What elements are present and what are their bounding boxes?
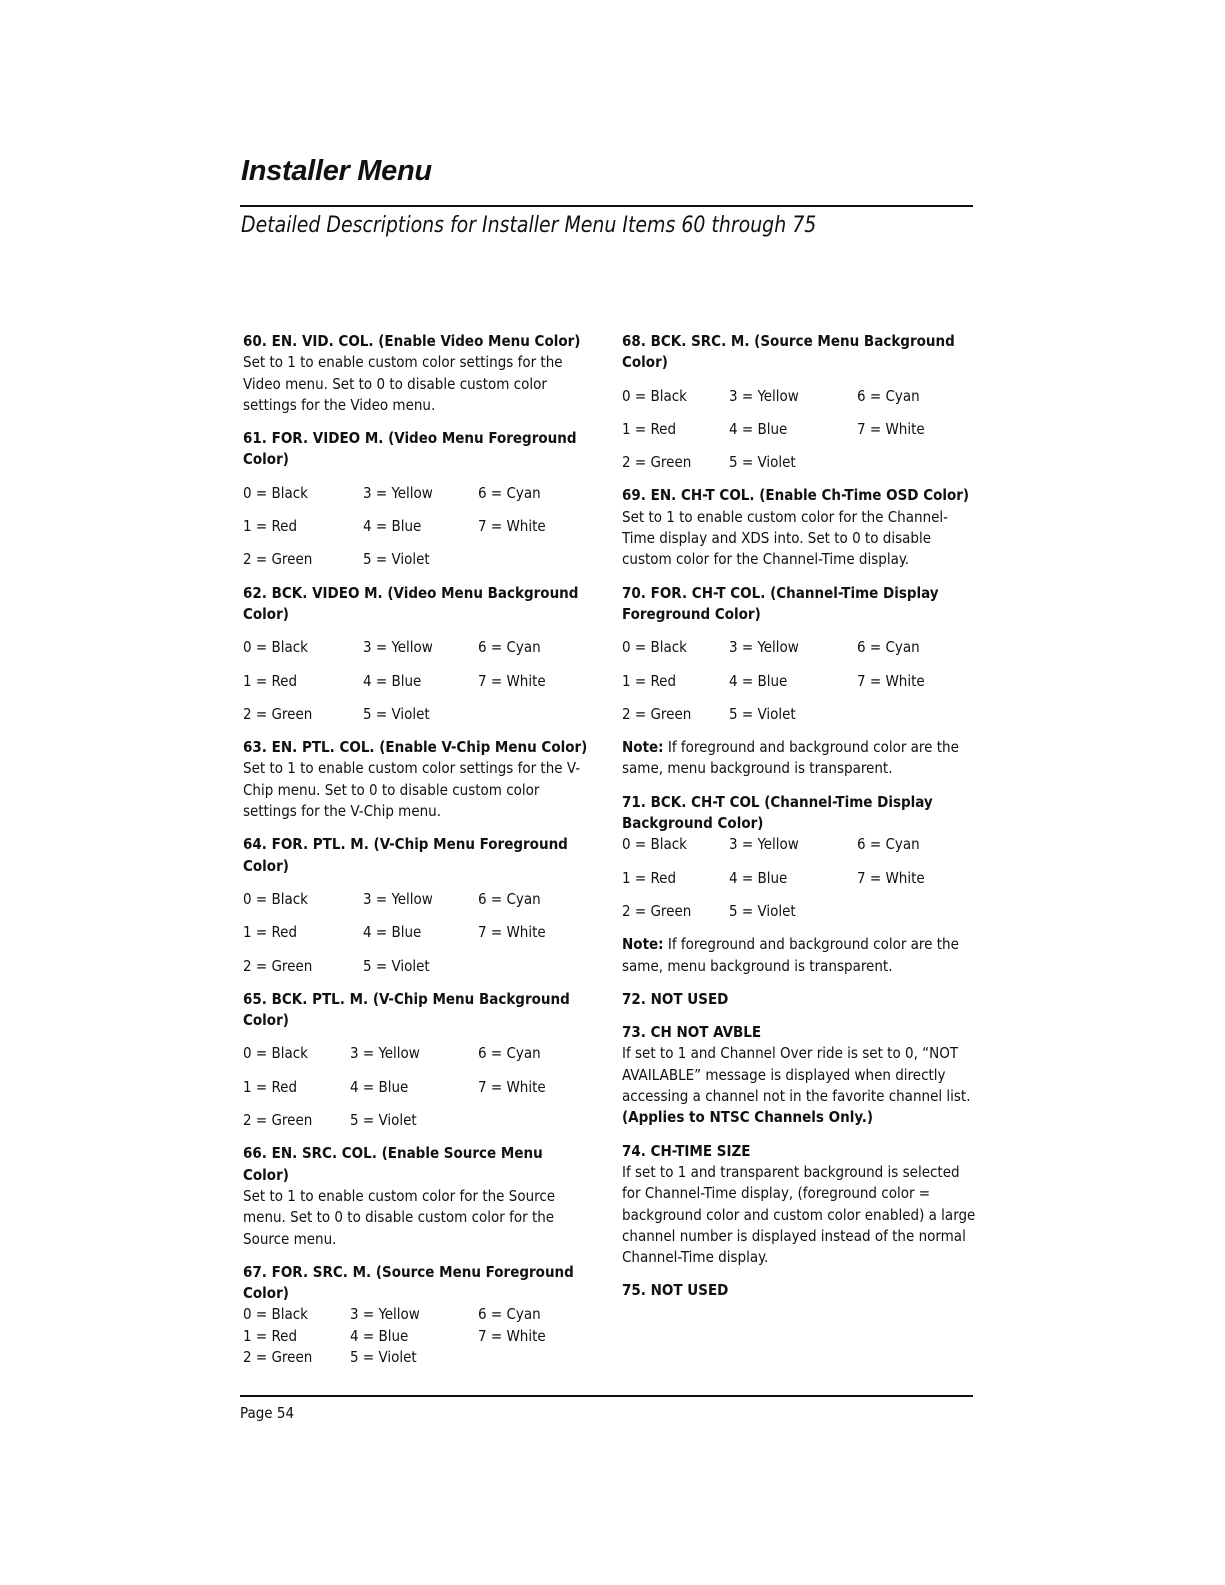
color-code-table <box>243 1043 593 1131</box>
item-description: If set to 1 and transparent background is selected for Channel-Time display, (foreground color = background color and custom color enabled) a large channel number is displayed instead of the normal Channel-Time display. <box>622 1162 976 1267</box>
item-heading: 67. FOR. SRC. M. (Source Menu Foreground Color) <box>243 1262 574 1303</box>
item-heading: 72. NOT USED <box>622 989 729 1008</box>
color-code: 0 = Black <box>622 386 687 405</box>
color-code: 7 = White <box>478 1326 546 1345</box>
color-code-table <box>622 386 977 474</box>
item-heading: 63. EN. PTL. COL. (Enable V-Chip Menu Color) <box>243 738 588 757</box>
color-code <box>478 1110 578 1131</box>
item-note <box>622 934 977 977</box>
item-70 <box>622 583 977 780</box>
color-code: 1 = Red <box>622 671 677 690</box>
color-code: 5 = Violet <box>350 1111 417 1130</box>
color-code-table <box>622 637 977 725</box>
color-code: 3 = Yellow <box>350 1305 420 1324</box>
color-code: 3 = Yellow <box>363 483 433 502</box>
color-code: 1 = Red <box>622 419 677 438</box>
color-code <box>478 704 578 725</box>
color-code: 0 = Black <box>243 1305 308 1324</box>
color-code: 7 = White <box>857 868 925 887</box>
color-code: 2 = Green <box>243 1111 313 1130</box>
color-code: 5 = Violet <box>363 550 430 569</box>
item-74 <box>622 1141 977 1269</box>
item-heading: 64. FOR. PTL. M. (V-Chip Menu Foreground Color) <box>243 835 568 875</box>
color-code: 4 = Blue <box>350 1326 409 1345</box>
item-description <box>622 1043 977 1128</box>
color-code: 3 = Yellow <box>363 638 433 657</box>
note-text: If foreground and background color are the same, menu background is transparent. <box>622 738 959 778</box>
item-heading: 68. BCK. SRC. M. (Source Menu Background Color) <box>622 332 955 372</box>
note-text: If foreground and background color are the same, menu background is transparent. <box>622 935 959 975</box>
item-69 <box>622 485 977 570</box>
item-65 <box>243 989 593 1131</box>
item-62 <box>243 583 593 725</box>
item-heading: 70. FOR. CH-T COL. (Channel-Time Display Foreground Color) <box>622 583 939 623</box>
color-code: 7 = White <box>478 923 546 942</box>
item-heading: 66. EN. SRC. COL. (Enable Source Menu Color) <box>243 1144 543 1184</box>
color-code: 2 = Green <box>622 901 692 920</box>
page-subtitle: Detailed Descriptions for Installer Menu Items 60 through 75 <box>241 213 817 238</box>
note-label: Note: <box>622 738 664 757</box>
note-label: Note: <box>622 935 664 954</box>
item-71 <box>622 792 977 977</box>
item-heading: 75. NOT USED <box>622 1281 729 1300</box>
item-heading: 62. BCK. VIDEO M. (Video Menu Background Color) <box>243 583 579 623</box>
color-code: 6 = Cyan <box>478 483 541 502</box>
color-code <box>857 452 957 473</box>
ntsc-only-note: (Applies to NTSC Channels Only.) <box>622 1108 874 1127</box>
item-63 <box>243 737 593 822</box>
color-code: 4 = Blue <box>350 1077 409 1096</box>
color-code: 1 = Red <box>243 1326 298 1345</box>
left-column <box>243 331 593 1380</box>
color-code: 3 = Yellow <box>363 889 433 908</box>
color-code: 0 = Black <box>243 638 308 657</box>
item-60 <box>243 331 593 416</box>
color-code: 5 = Violet <box>350 1347 417 1366</box>
item-description: Set to 1 to enable custom color for the Source menu. Set to 0 to disable custom color for the Source menu. <box>243 1186 556 1248</box>
color-code: 6 = Cyan <box>478 638 541 657</box>
color-code: 7 = White <box>478 671 546 690</box>
color-code: 7 = White <box>857 671 925 690</box>
color-code: 5 = Violet <box>363 956 430 975</box>
item-73 <box>622 1022 977 1128</box>
color-code: 2 = Green <box>622 453 692 472</box>
color-code: 4 = Blue <box>729 868 788 887</box>
item-68 <box>622 331 977 473</box>
item-75 <box>622 1280 977 1301</box>
item-heading: 65. BCK. PTL. M. (V-Chip Menu Background Color) <box>243 989 570 1030</box>
color-code: 3 = Yellow <box>350 1044 420 1063</box>
item-description: Set to 1 to enable custom color settings for the V-Chip menu. Set to 0 to disable custom color settings for the V-Chip menu. <box>243 759 581 821</box>
item-heading: 69. EN. CH-T COL. (Enable Ch-Time OSD Color) <box>622 486 970 505</box>
color-code: 0 = Black <box>243 1044 308 1063</box>
color-code: 3 = Yellow <box>729 386 799 405</box>
color-code: 4 = Blue <box>729 419 788 438</box>
color-code-table <box>243 637 593 725</box>
color-code: 2 = Green <box>243 1347 313 1366</box>
description-text: If set to 1 and Channel Over ride is set to 0, “NOT AVAILABLE” message is displayed when directly accessing a channel not in the favorite channel list. <box>622 1044 971 1106</box>
color-code: 2 = Green <box>243 956 313 975</box>
right-column <box>622 331 977 1314</box>
color-code: 2 = Green <box>243 550 313 569</box>
color-code: 1 = Red <box>243 1077 298 1096</box>
color-code: 6 = Cyan <box>478 889 541 908</box>
color-code: 0 = Black <box>243 483 308 502</box>
page-number: Page 54 <box>240 1404 295 1422</box>
color-code: 6 = Cyan <box>857 835 920 854</box>
color-code <box>478 1347 578 1368</box>
item-heading: 73. CH NOT AVBLE <box>622 1023 762 1042</box>
color-code: 1 = Red <box>622 868 677 887</box>
color-code: 0 = Black <box>622 638 687 657</box>
color-code: 4 = Blue <box>363 923 422 942</box>
color-code: 6 = Cyan <box>478 1305 541 1324</box>
color-code: 6 = Cyan <box>857 638 920 657</box>
item-description: Set to 1 to enable custom color settings for the Video menu. Set to 0 to disable custom color settings for the Video menu. <box>243 353 563 414</box>
page-title: Installer Menu <box>241 155 432 187</box>
color-code: 2 = Green <box>622 704 692 723</box>
color-code <box>478 956 578 977</box>
item-heading: 61. FOR. VIDEO M. (Video Menu Foreground Color) <box>243 429 577 469</box>
color-code: 1 = Red <box>243 671 298 690</box>
color-code: 3 = Yellow <box>729 638 799 657</box>
item-67 <box>243 1262 593 1368</box>
color-code: 4 = Blue <box>363 517 422 536</box>
color-code: 1 = Red <box>243 517 298 536</box>
item-61 <box>243 428 593 570</box>
color-code-table <box>243 1304 593 1368</box>
item-66 <box>243 1143 593 1249</box>
color-code-table <box>243 483 593 571</box>
color-code: 4 = Blue <box>729 671 788 690</box>
item-description: Set to 1 to enable custom color for the Channel-Time display and XDS into. Set to 0 to disable custom color for the Channel-Time display. <box>622 507 949 569</box>
color-code <box>857 901 957 922</box>
color-code-table <box>243 889 593 977</box>
color-code: 0 = Black <box>622 835 687 854</box>
color-code: 0 = Black <box>243 889 308 908</box>
color-code: 5 = Violet <box>363 704 430 723</box>
color-code <box>478 549 578 570</box>
color-code: 6 = Cyan <box>478 1044 541 1063</box>
color-code-table <box>622 834 977 922</box>
item-heading: 60. EN. VID. COL. (Enable Video Menu Color) <box>243 332 581 350</box>
color-code: 2 = Green <box>243 704 313 723</box>
header-rule <box>240 205 973 207</box>
item-64 <box>243 834 593 976</box>
color-code: 3 = Yellow <box>729 835 799 854</box>
color-code: 5 = Violet <box>729 901 796 920</box>
color-code: 5 = Violet <box>729 704 796 723</box>
color-code: 4 = Blue <box>363 671 422 690</box>
color-code <box>857 704 957 725</box>
color-code: 7 = White <box>478 1077 546 1096</box>
color-code: 7 = White <box>857 419 925 438</box>
color-code: 5 = Violet <box>729 453 796 472</box>
color-code: 1 = Red <box>243 923 298 942</box>
color-code: 7 = White <box>478 517 546 536</box>
item-heading: 71. BCK. CH-T COL (Channel-Time Display Background Color) <box>622 792 933 833</box>
color-code: 6 = Cyan <box>857 386 920 405</box>
item-72 <box>622 989 977 1010</box>
item-heading: 74. CH-TIME SIZE <box>622 1141 751 1160</box>
item-note <box>622 737 977 780</box>
footer-rule <box>240 1395 973 1397</box>
